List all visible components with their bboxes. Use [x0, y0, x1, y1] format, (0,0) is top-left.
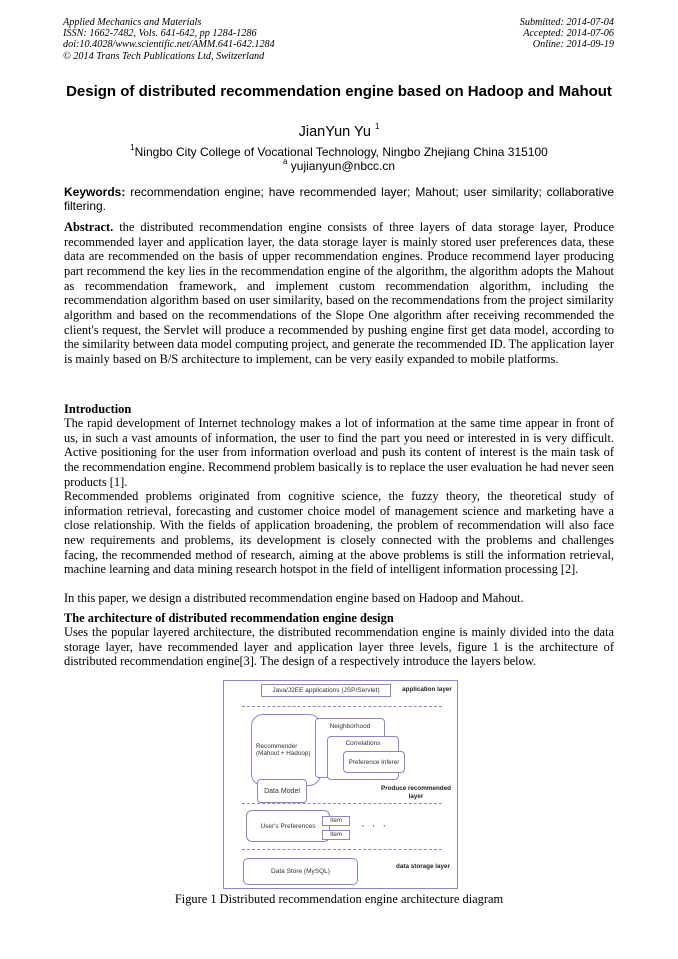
layer-divider-middle: [242, 803, 442, 804]
abstract: [64, 220, 614, 367]
introduction-paragraph-1: The rapid development of Internet technology makes a lot of information at the same time appear in front of us, in such a vast amounts of information, the user to find the part you need or interested in is very difficult. Active positioning for the user from information overload and push its content of interest is the main task of the recommendation engine. Recommend problem basically is to replace the user evaluation he had never seen products [1].: [64, 416, 614, 489]
affiliation-sup: 1: [130, 143, 135, 152]
keywords-text: recommendation engine; have recommended layer; Mahout; user similarity; collaborative filtering.: [64, 185, 615, 214]
journal-copyright: © 2014 Trans Tech Publications Ltd, Switzerland: [63, 50, 265, 62]
author-name: JianYun Yu: [298, 124, 371, 140]
users-preferences-box: User's Preferences: [246, 810, 330, 842]
java-app-box: Java/J2EE applications (JSP/Servlet): [261, 684, 391, 697]
journal-doi: doi:10.4028/www.scientific.net/AMM.641-642.1284: [63, 39, 275, 51]
layer-divider-top: [242, 706, 442, 707]
affiliation: [60, 145, 618, 159]
accepted-date: Accepted: 2014-07-06: [523, 28, 614, 40]
figure-caption: Figure 1 Distributed recommendation engine architecture diagram: [174, 892, 504, 906]
data-storage-layer-label: data storage layer: [396, 863, 450, 870]
paper-title: Design of distributed recommendation engine based on Hadoop and Mahout: [66, 83, 612, 100]
dates-header: [520, 17, 614, 51]
introduction-paragraph-3: In this paper, we design a distributed recommendation engine based on Hadoop and Mahout.: [64, 591, 524, 605]
application-layer-label: application layer: [402, 686, 452, 693]
keywords-label: Keywords:: [64, 185, 126, 199]
abstract-label: Abstract.: [64, 220, 114, 234]
neighborhood-box: Neighborhood: [315, 718, 385, 778]
item-box-1: Item: [322, 816, 350, 826]
produce-layer-label: Produce recommended layer: [381, 785, 451, 800]
email: [60, 159, 618, 173]
introduction-paragraph-2: Recommended problems originated from cognitive science, the fuzzy theory, the theoretical study of information retrieval, forecasting and customer choice model of management science and marketing have a close relationship. With the fields of application broadening, the problem of recommendation will also face new requirements and problems, its development is closely connected with the problems and challenges facing, the recommended method of research, aiming at the above problems is still the information retrieval, machine learning and data mining research hotspot in the field of intelligent information processing [2].: [64, 489, 614, 577]
journal-name: Applied Mechanics and Materials: [63, 17, 202, 28]
recommender-box: Recommender (Mahout + Hadoop): [251, 714, 321, 786]
affiliation-text: Ningbo City College of Vocational Technology, Ningbo Zhejiang China 315100: [134, 145, 548, 159]
submitted-date: Submitted: 2014-07-04: [519, 17, 614, 28]
architecture-paragraph-1: Uses the popular layered architecture, the distributed recommendation engine is mainly divided into the data storage layer, have recommended layer and application layer three levels, figure 1 is the architecture of distributed recommendation engine[3]. The design of a respectively introduce the layers below.: [64, 625, 614, 669]
introduction-heading: Introduction: [64, 402, 132, 416]
ellipsis: · · ·: [361, 820, 389, 832]
item-box-2: Item: [322, 830, 350, 840]
email-sup: a: [282, 157, 288, 166]
author: [60, 124, 618, 140]
journal-issn: ISSN: 1662-7482, Vols. 641-642, pp 1284-1286: [63, 28, 257, 40]
keywords: [64, 185, 614, 214]
data-model-box: Data Model: [257, 779, 307, 803]
author-sup: 1: [374, 122, 380, 131]
architecture-figure: [223, 680, 458, 889]
preference-inferer-box: Preference Inferer: [343, 751, 405, 773]
architecture-heading: The architecture of distributed recommendation engine design: [64, 611, 394, 625]
online-date: Online: 2014-09-19: [532, 39, 614, 51]
correlations-box: Correlations: [327, 736, 399, 780]
abstract-text: the distributed recommendation engine consists of three layers of data storage layer, Produce recommended layer and application layer, the data storage layer is mainly stored user preferences data, these data are recommended on the basis of upper recommendation engines. Produce recommend layer producing part recommend the key lies in the recommendation engine of the algorithm, the algorithm adopts the Mahout as recommendation framework, and implement custom recommendation algorithm, including the recommendation algorithm based on user similarity, based on the recommendations from the project similarity algorithm and based on the recommendations of the Slope One algorithm after receiving recommended the client's request, the Servlet will produce a recommended by pushing engine first get data model, according to the similarity between data model computing project, and generate the recommended ID. The application layer is mainly based on B/S architecture to implement, can be very easily expanded to mobile platforms.: [64, 220, 614, 366]
journal-header: [63, 17, 275, 62]
data-store-box: Data Store (MySQL): [243, 858, 358, 885]
email-text: yujianyun@nbcc.cn: [290, 159, 396, 173]
layer-divider-bottom: [242, 849, 442, 850]
